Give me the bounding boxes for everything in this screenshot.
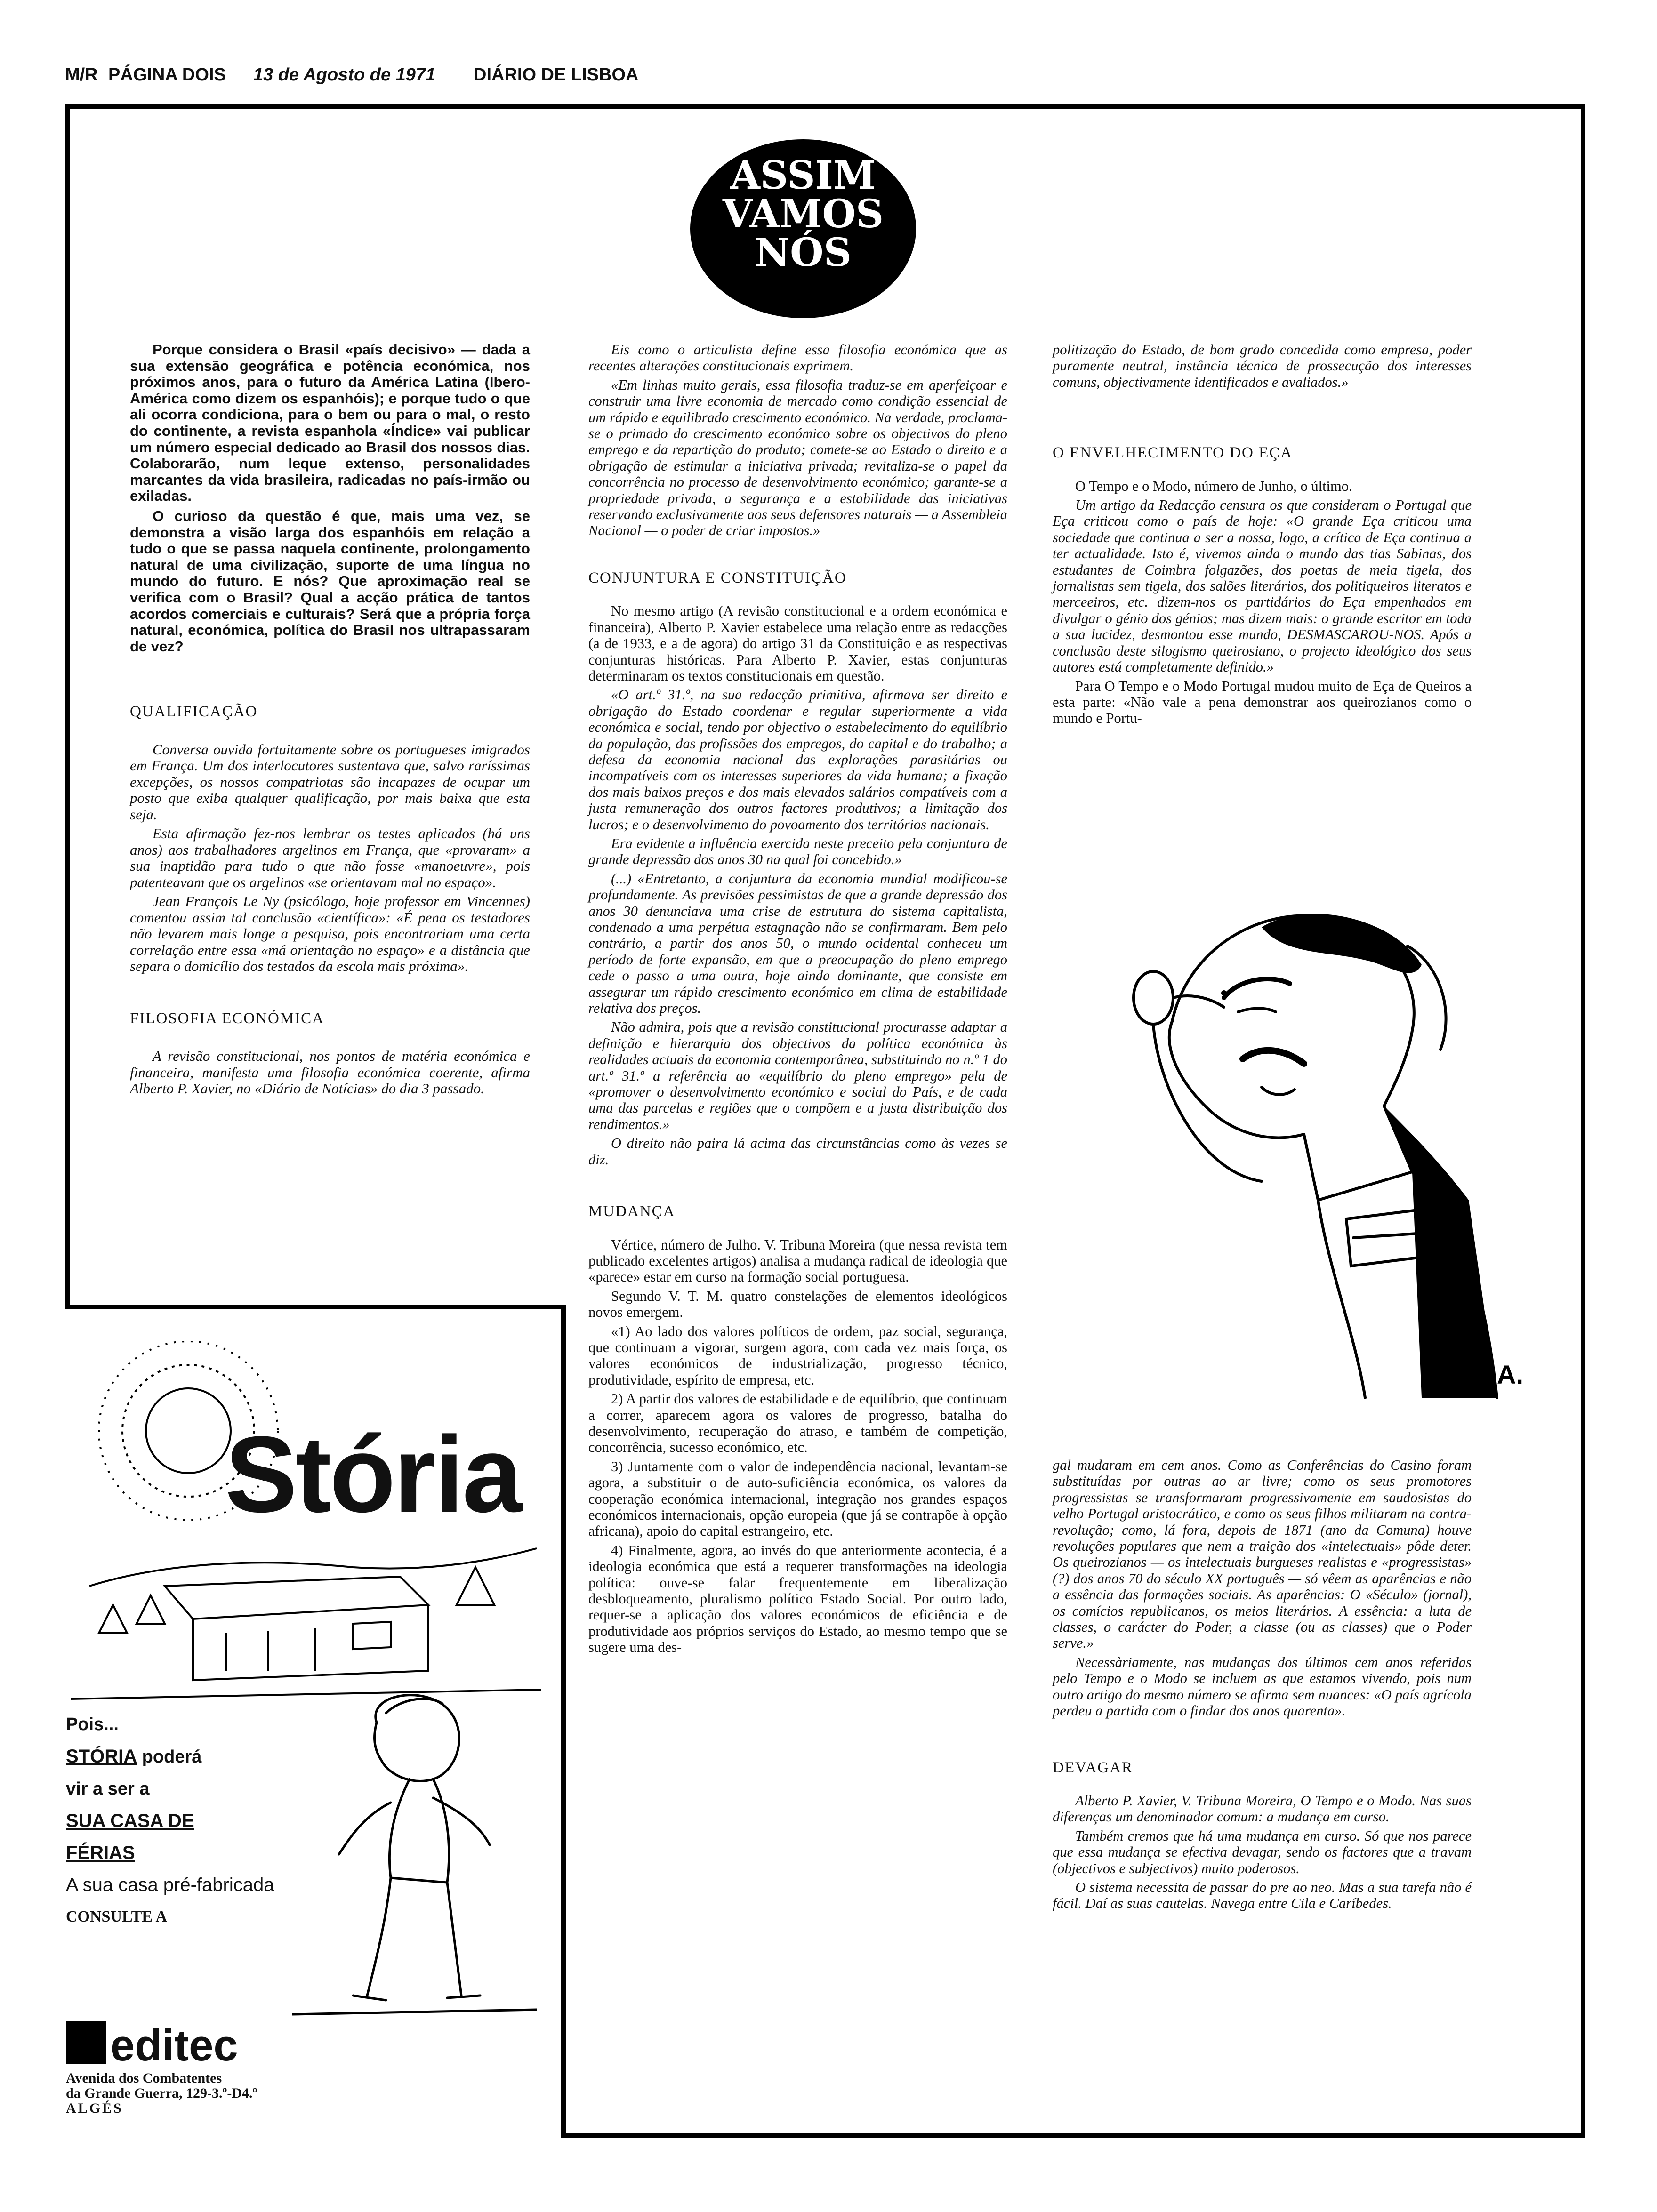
ad-address	[66, 2071, 257, 2116]
section-heading-qualificacao: QUALIFICAÇÃO	[130, 703, 258, 721]
article-paragraph: O sistema necessita de passar do pre ao neo. Mas a sua tarefa não é fácil. Daí as suas cautelas. Navega entre Cila e Caríbedes.	[1053, 1879, 1472, 1912]
logo-line-3: NÓS	[755, 230, 852, 275]
frame-rule-bottom	[561, 2133, 1585, 2138]
ad-line: A sua casa pré-fabricada	[66, 1875, 274, 1895]
article-paragraph: No mesmo artigo (A revisão constitucional e a ordem económica e financeira), Alberto P. Xavier estabelece uma relação entre as redacções (a de 1933, e a de agora) do artigo 31 da Constituição e as respectivas conjunturas históricas. Para Alberto P. Xavier, estas conjunturas determinaram os textos constitucionais em questão.	[588, 603, 1007, 684]
article-paragraph: Segundo V. T. M. quatro constelações de elementos ideológicos novos emergem.	[588, 1288, 1007, 1321]
article-paragraph: A revisão constitucional, nos pontos de matéria económica e financeira, manifesta uma filosofia económica coerente, afirma Alberto P. Xavier, no «Diário de Notícias» do dia 3 passado.	[130, 1048, 530, 1097]
article-paragraph: (...) «Entretanto, a conjuntura da economia mundial modificou-se profundamente. As previsões pessimistas de que a grande depressão dos anos 30 denunciava uma crise de estrutura do sistema capitalista, condenado a uma perpétua estagnação não se confirmaram. Bem pelo contrário, a partir dos anos 50, o mundo ocidental conheceu um período de forte expansão, em que a preocupação do pleno emprego cede o passo a uma outra, hoje ainda dominante, que consiste em assegurar um rápido crescimento económico em clima de estabilidade relativa dos preços.	[588, 870, 1007, 1017]
ad-line-ferias: FÉRIAS	[66, 1843, 135, 1863]
article-paragraph: Eis como o articulista define essa filosofia económica que as recentes alterações constitucionais exprimem.	[588, 342, 1007, 374]
ad-line: poderá	[137, 1747, 202, 1767]
article-paragraph: Não admira, pois que a revisão constitucional procurasse adaptar a definição e hierarquia dos objectivos da política económica às realidades actuais da economia contemporânea, substituindo no n.º 1 do art.º 31.º a referência ao «equilíbrio do pleno emprego» pela de «promover o desenvolvimento económico e social do País, e de cada uma das parcelas e regiões que o compõem e a justa distribuição dos rendimentos.»	[588, 1019, 1007, 1132]
ad-address-line: ALGÉS	[66, 2100, 123, 2116]
masthead-date: 13 de Agosto de 1971	[253, 65, 436, 85]
article-paragraph: Alberto P. Xavier, V. Tribuna Moreira, O Tempo e o Modo. Nas suas diferenças um denominador comum: a mudança em curso.	[1053, 1792, 1472, 1825]
article-paragraph: O direito não paira lá acima das circunstâncias como às vezes se diz.	[588, 1135, 1007, 1168]
article-paragraph: 2) A partir dos valores de estabilidade e de equilíbrio, que continuam a correr, aparecem agora os valores de progresso, batalha do desenvolvimento, recuperação do atraso, e também de competição, concorrência, sucesso económico, etc.	[588, 1391, 1007, 1456]
right-column-bottom	[1053, 1457, 1472, 1915]
logo-line-1: ASSIM	[730, 153, 876, 198]
editec-logo-icon	[66, 2021, 106, 2064]
right-column-top	[1053, 342, 1472, 729]
frame-rule-top	[65, 104, 1585, 109]
illustration-signature: A.	[1497, 1360, 1523, 1389]
section-heading-conjuntura: CONJUNTURA E CONSTITUIÇÃO	[588, 569, 847, 586]
ad-address-line: da Grande Guerra, 129-3.º-D4.º	[66, 2085, 257, 2101]
section-heading-devagar: DEVAGAR	[1053, 1759, 1134, 1776]
article-paragraph: Também cremos que há uma mudança em curso. Só que nos parece que essa mudança se efectiva devagar, sendo os factores que a travam (objectivos e subjectivos) muito poderosos.	[1053, 1827, 1472, 1876]
left-column	[130, 342, 530, 1100]
article-paragraph: «Em linhas muito gerais, essa filosofia traduz-se em aperfeiçoar e construir uma livre economia de mercado como condição essencial de um rápido e equilibrado crescimento económico. Na verdade, proclama-se o primado do crescimento económico sobre os objectivos do pleno emprego e da repartição do produto; comete-se ao Estado o direito e a obrigação de estimular a iniciativa privada; revitaliza-se o papel da concorrência no processo de desenvolvimento económico; garante-se a propriedade privada, a segurança e a estabilidade das iniciativas reservando exclusivamente aos seus defensores naturais — a Assembleia Nacional — o poder de criar impostos.»	[588, 377, 1008, 539]
masthead-code: M/R	[65, 65, 98, 85]
masthead-paper: DIÁRIO DE LISBOA	[474, 65, 639, 85]
ad-address-line: Avenida dos Combatentes	[66, 2070, 222, 2086]
article-paragraph: «1) Ao lado dos valores políticos de ordem, paz social, segurança, que continuam a vigorar, surgem agora, com cada vez mais força, os valores económicos de industrialização, progresso técnico, produtividade, espírito de empresa, etc.	[588, 1323, 1007, 1388]
article-paragraph: «O art.º 31.º, na sua redacção primitiva, afirmava ser direito e obrigação do Estado coordenar e regular superiormente a vida económica e social, tendo por objectivo o estabelecimento do equilíbrio da população, das profissões dos empregos, do capital e do trabalho; a defesa da economia nacional das explorações parasitárias ou incompatíveis com os interesses superiores da vida humana; a fixação dos mais baixos preços e dos mais elevados salários compatíveis com a justa remuneração dos outros factores produtivos; a limitação dos lucros; e o desenvolvimento do povoamento dos territórios nacionais.	[588, 687, 1007, 833]
frame-rule-right	[1581, 104, 1585, 2138]
masthead-page: PÁGINA DOIS	[108, 65, 226, 85]
article-paragraph: Jean François Le Ny (psicólogo, hoje professor em Vincennes) comentou assim tal conclusão «científica»: «É pena os testadores não levarem mais longe a pesquisa, pois encontrariam uma certa correlação entre essa «má orientação no espaço» e a distância que separa o domicílio dos testados da escola mais próxima».	[130, 893, 530, 975]
article-paragraph: Necessàriamente, nas mudanças dos últimos cem anos referidas pelo Tempo e o Modo se incluem as que estamos vivendo, pois num outro artigo do mesmo número se afirma sem nuances: «O país agrícola perdeu a partida com o findar dos anos quarenta».	[1053, 1654, 1472, 1719]
section-logo	[690, 139, 916, 318]
article-paragraph: gal mudaram em cem anos. Como as Conferências do Casino foram substituídas por outras ao ar livre; como os seus promotores progressistas se transformaram progressivamente em saudosistas do velho Portugal aristocrático, e como os seus filhos militaram na contra-revolução; como, lá fora, depois de 1871 (ano da Comuna) houve revoluções populares que nem a traição dos «intelectuais» pôde deter. Os queirozianos — os intelectuais burgueses realistas e «progressistas» (?) dos anos 70 do século XX português — só vêem as aparências e não a essência das formações sociais. As aparências: O «Século» (jornal), os comícios republicanos, os meios literários. A essência: a luta de classes, o carácter do Poder, a classe (ou as classes) que o Poder serve.»	[1053, 1457, 1472, 1651]
ad-line: Pois...	[66, 1715, 119, 1734]
article-paragraph: Um artigo da Redacção censura os que consideram o Portugal que Eça criticou como o país de hoje: «O grande Eça criticou uma sociedade que continua a ser a nossa, logo, a crítica de Eça continua a ter actualidade. Isto é, vivemos ainda o mundo das tias Sabinas, dos estudantes de Coimbra folgazões, dos poetas de meia tigela, dos jornalistas sem tigela, dos salões literários, dos politiqueiros literatos e merceeiros, etc. dizem-nos os partidários do Eça empenhados em divulgar o génio dos génios; mas dizem mais: o grande escritor em toda a sua lucidez, desmontou esse mundo, DESMASCAROU-NOS. Após a conclusão deste silogismo queirosiano, o projecto ideológico dos seus autores está completamente definido.»	[1053, 497, 1472, 675]
article-paragraph: O Tempo e o Modo, número de Junho, o último.	[1075, 478, 1352, 494]
ad-line-storia: STÓRIA	[66, 1746, 137, 1767]
section-heading-eca: O ENVELHECIMENTO DO EÇA	[1053, 444, 1293, 462]
lead-paragraph: Porque considera o Brasil «país decisivo» — dada a sua extensão geográfica e potência económica, nos próximos anos, para o futuro da América Latina (Ibero-América como dizem os espanhóis); e porque tudo o que ali ocorra condiciona, para o bem ou para o mal, o resto do continente, a revista espanhola «Índice» vai publicar um número especial dedicado ao Brasil dos nossos dias. Colaborarão, num leque extenso, personalidades marcantes da vida brasileira, radicadas no país-irmão ou exiladas.	[130, 341, 530, 505]
article-paragraph: Para O Tempo e o Modo Portugal mudou muito de Eça de Queiros a esta parte: «Não vale a pena demonstrar aos queirozianos como o mundo e Portu-	[1053, 678, 1472, 727]
frame-rule-left	[65, 104, 70, 1309]
article-paragraph: 4) Finalmente, agora, ao invés do que anteriormente acontecia, é a ideologia económica que está a requerer transformações na ideologia política: ouve-se falar frequentemente em liberalização desbloqueamento, pluralismo político Estado Social. Por outro lado, requer-se a aplicação dos valores económicos de eficiência e de produtividade aos próprios serviços do Estado, ao mesmo tempo que se sugere uma des-	[588, 1542, 1007, 1656]
masthead	[65, 65, 639, 93]
ad-line-sua-casa: SUA CASA DE	[66, 1811, 194, 1831]
eca-caricature-illustration	[1083, 842, 1553, 1407]
ad-copy	[66, 1708, 274, 1933]
article-paragraph: Esta afirmação fez-nos lembrar os testes aplicados (há uns anos) aos trabalhadores argelinos em França, que «provaram» a sua inaptidão para tudo o que não fosse «manoeuvre», pois patenteavam que os argelinos «se orientavam mal no espaço».	[130, 825, 530, 890]
ad-child-illustration	[292, 1685, 537, 2024]
article-paragraph: 3) Juntamente com o valor de independência nacional, levantam-se agora, a substituir o de auto-suficiência económica, os valores da cooperação económica internacional, integração nos grandes espaços económicos internacionais, opção europeia (que já se contrapõe à opção africana), apoio do capital estrangeiro, etc.	[588, 1458, 1007, 1539]
section-heading-mudanca: MUDANÇA	[588, 1203, 676, 1220]
ad-line: vir a ser a	[66, 1779, 150, 1799]
lead-paragraph: O curioso da questão é que, mais uma vez, se demonstra a visão larga dos espanhóis em relação a tudo o que se passa naquela continente, prolongamento natural de uma civilização, suporte de uma língua no mundo do futuro. E nós? Que aproximação real se verifica com o Brasil? Qual a acção prática de tantos acordos comerciais e culturais? Será que a própria força natural, económica, política do Brasil nos ultrapassaram de vez?	[130, 507, 530, 655]
article-paragraph: Vértice, número de Julho. V. Tribuna Moreira (que nessa revista tem publicado excelentes artigos) analisa a mudança radical de ideologia que «parece» estar em curso na formação social portuguesa.	[588, 1236, 1007, 1285]
article-paragraph: Conversa ouvida fortuitamente sobre os portugueses imigrados em França. Um dos interlocutores sustentava que, salvo raríssimas excepções, os nossos compatriotas são incapazes de ocupar um posto que exiba qualquer qualificação, por mais baixa que esta seja.	[130, 741, 530, 823]
section-heading-filosofia: FILOSOFIA ECONÓMICA	[130, 1010, 324, 1027]
frame-rule-middle	[65, 1305, 564, 1309]
ad-company-name: editec	[110, 2020, 238, 2070]
lead-article	[130, 342, 530, 655]
article-paragraph: politização do Estado, de bom grado concedida como empresa, poder puramente neutral, instância técnica de prossecução dos interesses comuns, objectivamente identificados e avaliados.»	[1053, 342, 1472, 390]
article-paragraph: Era evidente a influência exercida neste preceito pela conjuntura de grande depressão dos anos 30 na qual foi concebido.»	[588, 835, 1007, 868]
logo-line-2: VAMOS	[722, 192, 884, 237]
frame-rule-vertical	[561, 1305, 566, 2138]
middle-column	[588, 342, 1007, 1659]
ad-brand-storia: Stória	[225, 1414, 521, 1535]
ad-line: CONSULTE A	[66, 1908, 168, 1925]
